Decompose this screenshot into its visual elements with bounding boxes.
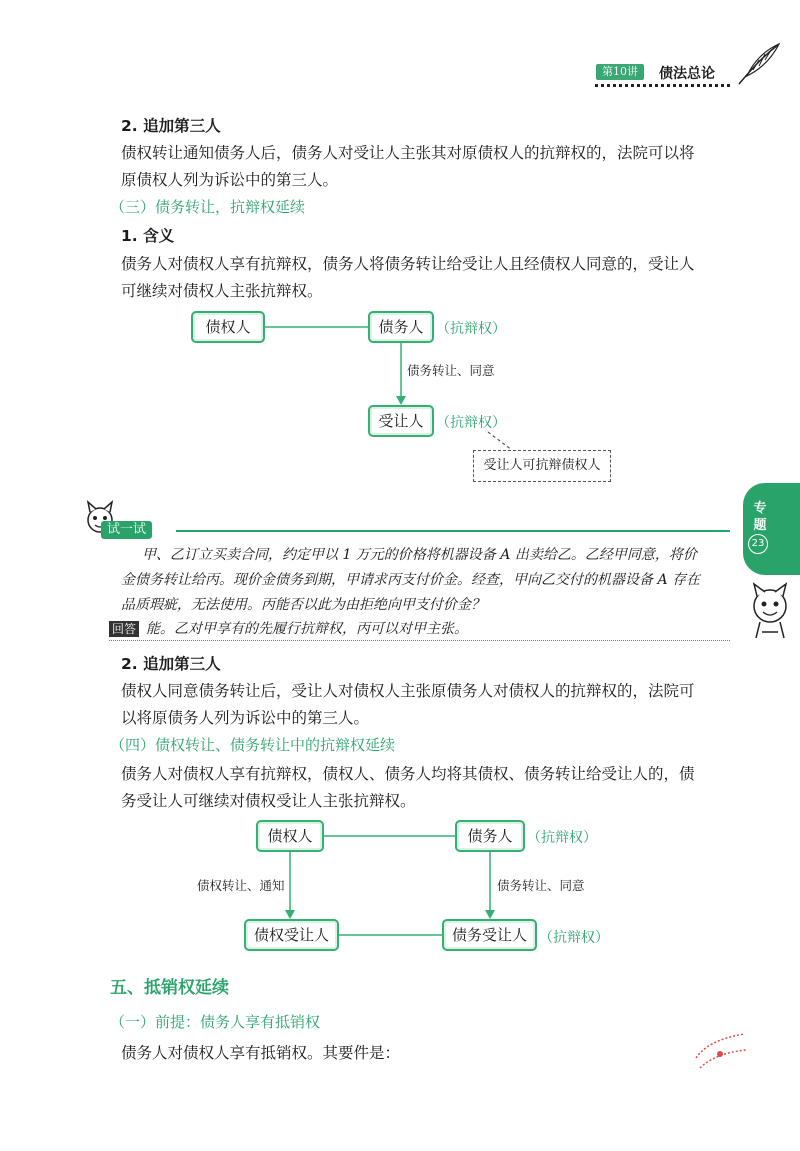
section-title: （四）债权转让、债务转让中的抗辩权延续 <box>110 736 396 754</box>
chapter-title: 债法总论 <box>659 66 715 82</box>
creditor-assignee-box: 债权受让人 <box>244 919 339 951</box>
paragraph-line: 债务人对债权人享有抵销权。其要件是： <box>121 1044 401 1062</box>
answer-text: 能。乙对甲享有的先履行抗辩权，丙可以对甲主张。 <box>146 621 468 637</box>
debtor-box: 债务人 <box>368 311 434 343</box>
try-it-badge: 试一试 <box>101 521 152 539</box>
section-subtitle: （一）前提：债务人享有抵销权 <box>110 1013 321 1031</box>
section-title: 五、抵销权延续 <box>110 978 229 998</box>
section-title: （三）债务转让，抗辩权延续 <box>110 198 306 216</box>
paragraph-line: 以将原债务人列为诉讼中的第三人。 <box>121 709 370 727</box>
debtor-assignee-defense-note: （抗辩权） <box>539 930 609 946</box>
paragraph-line: 务受让人可继续对债权受让人主张抗辩权。 <box>121 792 416 810</box>
section-heading: 2. 追加第三人 <box>121 117 221 135</box>
section-heading: 2. 追加第三人 <box>121 655 221 673</box>
debtor-defense-note: （抗辩权） <box>527 830 597 846</box>
debtor-box: 债务人 <box>455 820 525 852</box>
assignee-box: 受让人 <box>368 405 434 437</box>
question-line: 甲、乙订立买卖合同，约定甲以 1 万元的价格将机器设备 A 出卖给乙。乙经甲同意，将价 <box>142 547 697 563</box>
answer-badge: 回答 <box>109 621 139 637</box>
question-line: 金债务转让给丙。现价金债务到期，甲请求丙支付价金。经查，甲向乙交付的机器设备 A 存在 <box>121 572 701 588</box>
edge-label: 债务转让、同意 <box>407 363 495 378</box>
edge-label-right: 债务转让、同意 <box>497 878 585 893</box>
chapter-badge: 第10讲 <box>596 64 644 80</box>
creditor-box: 债权人 <box>256 820 324 852</box>
debtor-assignee-box: 债务受让人 <box>442 919 537 951</box>
decorative-stamp-icon <box>690 1028 750 1074</box>
debtor-defense-note: （抗辩权） <box>436 321 506 337</box>
side-tab-number: 23 <box>748 534 768 554</box>
creditor-box: 债权人 <box>191 311 265 343</box>
side-tab-label: 专题 <box>753 501 767 533</box>
callout-note: 受让人可抗辩债权人 <box>473 450 611 482</box>
section-heading: 1. 含义 <box>121 227 175 245</box>
assignee-defense-note: （抗辩权） <box>436 415 506 431</box>
paragraph-line: 债务人对债权人享有抗辩权，债权人、债务人均将其债权、债务转让给受让人的，债 <box>121 765 695 783</box>
paragraph-line: 原债权人列为诉讼中的第三人。 <box>121 171 339 189</box>
edge-label-left: 债权转让、通知 <box>197 878 285 893</box>
question-line: 品质瑕疵，无法使用。丙能否以此为由拒绝向甲支付价金？ <box>121 597 485 613</box>
paragraph-line: 可继续对债权人主张抗辩权。 <box>121 282 323 300</box>
paragraph-line: 债权转让通知债务人后，债务人对受让人主张其对原债权人的抗辩权的，法院可以将 <box>121 144 695 162</box>
paragraph-line: 债权人同意债务转让后，受让人对债权人主张原债务人对债权人的抗辩权的，法院可 <box>121 682 695 700</box>
paragraph-line: 债务人对债权人享有抗辩权，债务人将债务转让给受让人且经债权人同意的，受让人 <box>121 255 695 273</box>
